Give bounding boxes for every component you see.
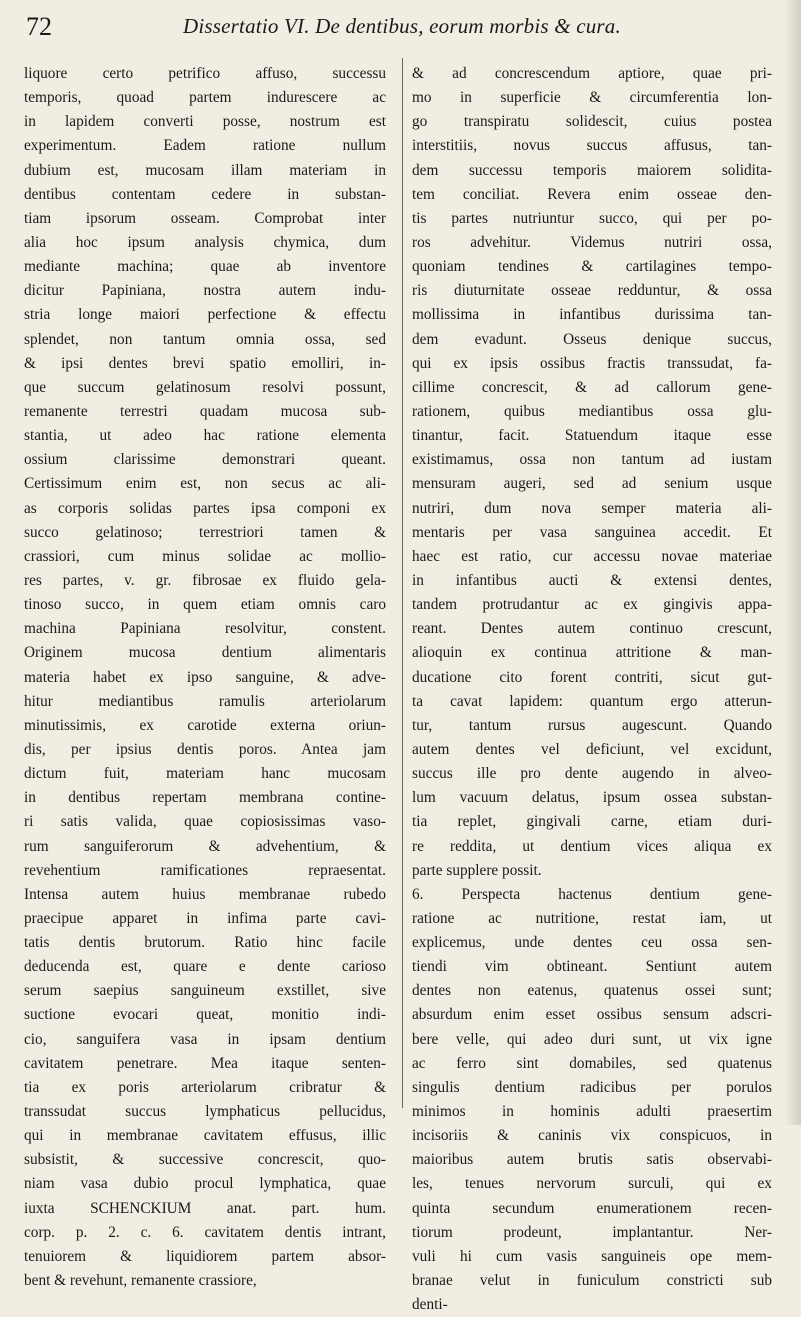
text-line: revehentium ramificationes repraesentat. xyxy=(24,861,386,879)
text-line: tia ex poris arteriolarum cribratur & xyxy=(24,1078,386,1096)
text-line: quinta secundum enumerationem recen- xyxy=(412,1199,772,1217)
text-line: minimos in hominis adulti praesertim xyxy=(412,1103,772,1121)
text-line: iuxta SCHENCKIUM anat. part. hum. xyxy=(24,1199,386,1217)
text-line: alioquin ex continua attritione & man- xyxy=(412,644,772,662)
text-line: hitur mediantibus ramulis arteriolarum xyxy=(24,692,386,710)
text-line: dem evadunt. Osseus denique succus, xyxy=(412,330,772,348)
text-line: ta cavat lapidem: quantum ergo atterun- xyxy=(412,692,772,710)
text-line: 6. Perspecta hactenus dentium gene- xyxy=(412,885,772,903)
text-line: parte supplere possit. xyxy=(412,861,542,879)
text-line: Certissimum enim est, non secus ac ali- xyxy=(24,475,386,493)
text-line: tatis dentis brutorum. Ratio hinc facile xyxy=(24,934,386,952)
text-line: mollissima in infantibus durissima tan- xyxy=(412,306,772,324)
text-line: suctione evocari queat, monitio indi- xyxy=(24,1006,386,1024)
text-line: cavitatem penetrare. Mea itaque senten- xyxy=(24,1054,386,1072)
text-line: succo gelatinoso; terrestriori tamen & xyxy=(24,523,386,541)
text-line: & ad concrescendum aptiore, quae pri- xyxy=(412,65,772,82)
text-line: succus ille pro dente augendo in alveo- xyxy=(412,765,772,783)
text-line: minutissimis, ex carotide externa oriun- xyxy=(24,716,386,734)
text-line: ri satis valida, quae copiosissimas vaso- xyxy=(24,813,386,831)
text-line: mediante machina; quae ab inventore xyxy=(24,258,386,276)
left-column xyxy=(24,62,386,1293)
text-line: haec est ratio, cur accessu novae materiae xyxy=(412,547,772,565)
text-line: niam vasa dubio procul lymphatica, quae xyxy=(24,1175,386,1193)
text-line: dentes non eatenus, quatenus ossei sunt; xyxy=(412,982,772,1000)
text-line: mo in superficie & circumferentia lon- xyxy=(412,89,772,107)
page-header xyxy=(22,4,782,48)
text-line: go transpiratu solidescit, cuius postea xyxy=(412,113,772,131)
text-line: branae velut in funiculum constricti sub xyxy=(412,1272,772,1290)
column-divider xyxy=(402,58,403,1108)
text-line: tia replet, gingivali carne, etiam duri- xyxy=(412,813,772,831)
text-line: qui ex ipsis ossibus fractis transsudat, fa- xyxy=(412,354,772,372)
text-line: tis partes nutriuntur succo, qui per po- xyxy=(412,209,772,227)
text-line: bent & revehunt, remanente crassiore, xyxy=(24,1272,257,1290)
text-line: denti- xyxy=(412,1296,448,1314)
text-line: deducenda est, quare e dente carioso xyxy=(24,958,386,976)
text-line: in infantibus aucti & extensi dentes, xyxy=(412,571,772,589)
text-line: praecipue apparet in infima parte cavi- xyxy=(24,909,386,927)
text-line: ros advehitur. Videmus nutriri ossa, xyxy=(412,233,772,251)
text-line: rationem, quibus mediantibus ossa glu- xyxy=(412,402,772,420)
text-line: splendet, non tantum omnia ossa, sed xyxy=(24,330,386,348)
text-line: machina Papiniana resolvitur, constent. xyxy=(24,620,386,638)
text-line: Intensa autem huius membranae rubedo xyxy=(24,885,386,903)
text-line: ac ferro sint domabiles, sed quatenus xyxy=(412,1054,772,1072)
text-line: autem dentes vel deficiunt, vel excidunt, xyxy=(412,740,772,758)
text-line: interstitiis, novus succus affusus, tan- xyxy=(412,137,772,155)
text-line: liquore certo petrifico affuso, successu xyxy=(24,65,386,82)
text-line: tiendi vim obtineant. Sentiunt autem xyxy=(412,958,772,976)
page-edge-shadow xyxy=(785,0,801,1125)
text-line: tenuiorem & liquidiorem partem absor- xyxy=(24,1247,386,1265)
text-line: que succum gelatinosum resolvi possunt, xyxy=(24,378,386,396)
text-line: stria longe maiori perfectione & effectu xyxy=(24,306,386,324)
text-line: ris diuturnitate osseae redduntur, & ossa xyxy=(412,282,772,300)
text-line: dem successu temporis maiorem solidita- xyxy=(412,161,772,179)
text-line: tiorum prodeunt, implantantur. Ner- xyxy=(412,1223,772,1241)
text-line: reant. Dentes autem continuo crescunt, xyxy=(412,620,772,638)
text-line: & ipsi dentes brevi spatio emolliri, in- xyxy=(24,354,386,372)
text-line: incisoriis & caninis vix conspicuos, in xyxy=(412,1127,772,1145)
text-line: singulis dentium radicibus per porulos xyxy=(412,1078,772,1096)
text-line: tinoso succo, in quem etiam omnis caro xyxy=(24,596,386,614)
text-line: cillime concrescit, & ad callorum gene- xyxy=(412,378,772,396)
text-line: re reddita, ut dentium vices aliqua ex xyxy=(412,837,772,855)
text-line: stantia, ut adeo hac ratione elementa xyxy=(24,427,386,445)
text-line: dictum fuit, materiam hanc mucosam xyxy=(24,765,386,783)
text-line: tinantur, facit. Statuendum itaque esse xyxy=(412,427,772,445)
right-column xyxy=(412,62,772,1317)
text-line: quoniam tendines & cartilagines tempo- xyxy=(412,258,772,276)
text-line: Originem mucosa dentium alimentaris xyxy=(24,644,386,662)
text-line: corp. p. 2. c. 6. cavitatem dentis intrant, xyxy=(24,1223,386,1241)
text-line: dis, per ipsius dentis poros. Antea jam xyxy=(24,740,386,758)
text-line: subsistit, & successive concrescit, quo- xyxy=(24,1151,386,1169)
text-line: remanente terrestri quadam mucosa sub- xyxy=(24,402,386,420)
text-line: serum saepius sanguineum exstillet, sive xyxy=(24,982,386,1000)
text-line: in lapidem converti posse, nostrum est xyxy=(24,113,386,131)
running-title: Dissertatio VI. De dentibus, eorum morbis & cura. xyxy=(183,14,621,38)
text-line: cio, sanguifera vasa in ipsam dentium xyxy=(24,1030,386,1048)
text-line: maioribus autem brutis satis observabi- xyxy=(412,1151,772,1169)
text-line: explicemus, unde dentes ceu ossa sen- xyxy=(412,934,772,952)
text-line: existimamus, ossa non tantum ad iustam xyxy=(412,451,772,469)
text-line: transsudat succus lymphaticus pellucidus, xyxy=(24,1103,386,1121)
text-line: tur, tantum rursus augescunt. Quando xyxy=(412,716,772,734)
text-line: bere velle, qui adeo duri sunt, ut vix igne xyxy=(412,1030,772,1048)
text-line: mensuram augeri, sed ad senium usque xyxy=(412,475,772,493)
text-line: tiam ipsorum osseam. Comprobat inter xyxy=(24,209,386,227)
text-line: les, tenues nervorum surculi, qui ex xyxy=(412,1175,772,1193)
text-line: temporis, quoad partem indurescere ac xyxy=(24,89,386,107)
text-line: as corporis solidas partes ipsa componi ex xyxy=(24,499,386,517)
text-line: nutriri, dum nova semper materia ali- xyxy=(412,499,772,517)
text-line: lum vacuum delatus, ipsum ossea substan- xyxy=(412,789,772,807)
text-line: tem conciliat. Revera enim osseae den- xyxy=(412,185,772,203)
text-line: ducatione cito forent contriti, sicut gut- xyxy=(412,668,772,686)
text-line: ossium clarissime demonstrari queant. xyxy=(24,451,386,469)
text-line: experimentum. Eadem ratione nullum xyxy=(24,137,386,155)
text-line: mentaris per vasa sanguinea accedit. Et xyxy=(412,523,772,541)
text-line: materia habet ex ipso sanguine, & adve- xyxy=(24,668,386,686)
text-line: dubium est, mucosam illam materiam in xyxy=(24,161,386,179)
page-number: 72 xyxy=(26,12,52,41)
text-line: alia hoc ipsum analysis chymica, dum xyxy=(24,233,386,251)
text-line: ratione ac nutritione, restat iam, ut xyxy=(412,909,772,927)
text-line: qui in membranae cavitatem effusus, illic xyxy=(24,1127,386,1145)
text-line: rum sanguiferorum & advehentium, & xyxy=(24,837,386,855)
text-line: dicitur Papiniana, nostra autem indu- xyxy=(24,282,386,300)
text-line: vuli hi cum vasis sanguineis ope mem- xyxy=(412,1247,772,1265)
text-line: tandem protrudantur ac ex gingivis appa- xyxy=(412,596,772,614)
text-line: res partes, v. gr. fibrosae ex fluido gela- xyxy=(24,571,386,589)
text-line: in dentibus repertam membrana contine- xyxy=(24,789,386,807)
text-line: absurdum enim esset ossibus sensum adscri- xyxy=(412,1006,772,1024)
text-line: crassiori, cum minus solidae ac mollio- xyxy=(24,547,386,565)
text-line: dentibus contentam cedere in substan- xyxy=(24,185,386,203)
